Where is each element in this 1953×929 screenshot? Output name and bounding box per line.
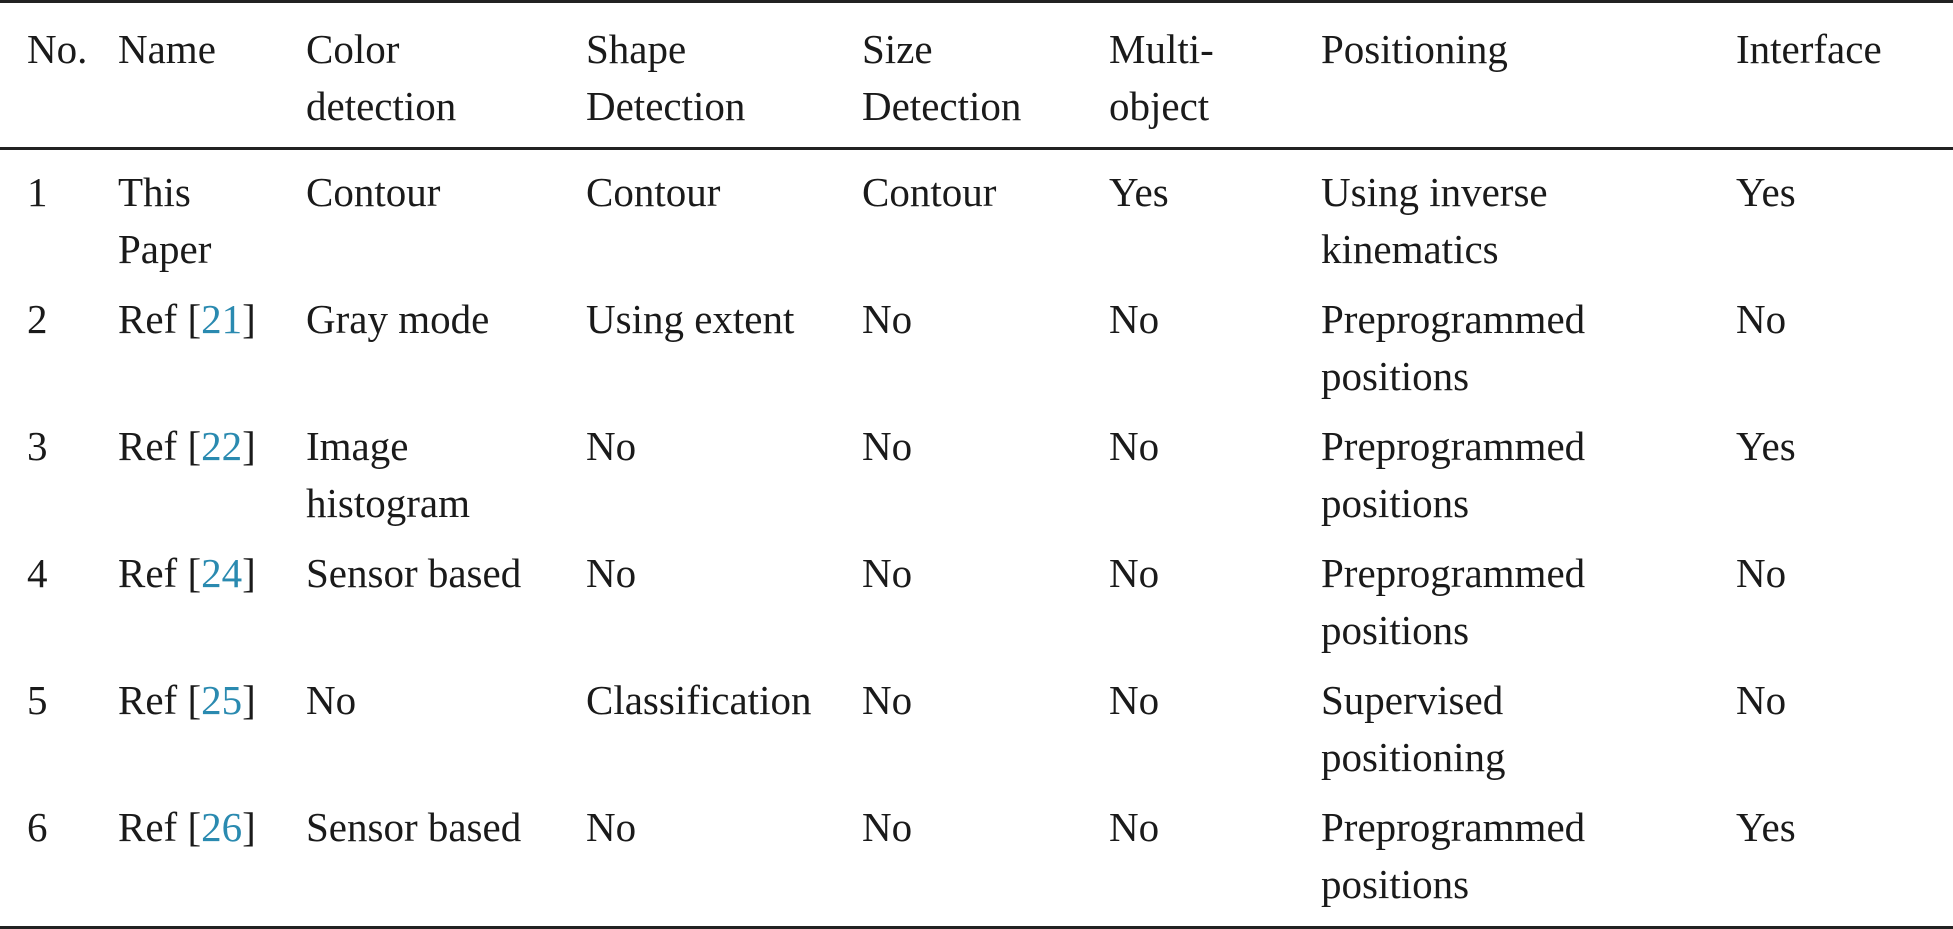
reference-prefix: Ref [: [118, 423, 202, 469]
color-detection-cell: [306, 672, 586, 799]
header-multi-object: [1109, 2, 1321, 149]
size-detection-cell-line: No: [862, 804, 913, 850]
interface-cell: [1736, 418, 1953, 545]
reference-suffix: ]: [242, 804, 256, 850]
reference-suffix: ]: [242, 550, 256, 596]
positioning-cell-line: Using inverse: [1321, 169, 1548, 215]
color-detection-cell: [306, 418, 586, 545]
size-detection-cell-line: No: [862, 423, 913, 469]
header-shape-detection-line: Detection: [586, 83, 746, 129]
row-number-cell: 2: [27, 296, 48, 342]
shape-detection-cell: [586, 291, 862, 418]
header-size-detection-line: Size: [862, 26, 933, 72]
shape-detection-cell-line: Using extent: [586, 296, 795, 342]
positioning-cell-line: positions: [1321, 480, 1470, 526]
shape-detection-cell-line: No: [586, 804, 637, 850]
header-row: [0, 2, 1953, 149]
row-number-cell: 5: [27, 677, 48, 723]
row-number-cell: 3: [27, 423, 48, 469]
reference-prefix: Ref [: [118, 296, 202, 342]
interface-cell-line: No: [1736, 550, 1787, 596]
positioning-cell: [1321, 672, 1736, 799]
positioning-cell-line: Preprogrammed: [1321, 423, 1586, 469]
color-detection-cell-line: Sensor based: [306, 550, 522, 596]
color-detection-cell: [306, 291, 586, 418]
size-detection-cell: [862, 418, 1109, 545]
positioning-cell-line: positions: [1321, 353, 1470, 399]
shape-detection-cell: [586, 672, 862, 799]
header-no-line: No.: [27, 26, 88, 72]
header-size-detection-line: Detection: [862, 83, 1022, 129]
positioning-cell: [1321, 418, 1736, 545]
positioning-cell-line: positions: [1321, 607, 1470, 653]
size-detection-cell-line: No: [862, 296, 913, 342]
name-cell: [118, 418, 306, 545]
name-cell: [118, 545, 306, 672]
interface-cell: [1736, 545, 1953, 672]
color-detection-cell-line: histogram: [306, 480, 470, 526]
multi-object-cell-line: No: [1109, 677, 1160, 723]
header-multi-object-line: Multi-: [1109, 26, 1214, 72]
reference-suffix: ]: [242, 296, 256, 342]
positioning-cell-line: Preprogrammed: [1321, 804, 1586, 850]
multi-object-cell-line: Yes: [1109, 169, 1169, 215]
table-row: [0, 149, 1953, 292]
positioning-cell-line: Preprogrammed: [1321, 296, 1586, 342]
positioning-cell: [1321, 149, 1736, 292]
interface-cell: [1736, 149, 1953, 292]
header-positioning: [1321, 2, 1736, 149]
row-number-cell: 4: [27, 550, 48, 596]
color-detection-cell: [306, 799, 586, 928]
shape-detection-cell-line: Contour: [586, 169, 721, 215]
header-name: [118, 2, 306, 149]
header-shape-detection: [586, 2, 862, 149]
positioning-cell: [1321, 291, 1736, 418]
reference-prefix: Ref [: [118, 677, 202, 723]
shape-detection-cell-line: No: [586, 423, 637, 469]
table-row: [0, 291, 1953, 418]
name-cell: [118, 799, 306, 928]
multi-object-cell: [1109, 545, 1321, 672]
header-size-detection: [862, 2, 1109, 149]
multi-object-cell: [1109, 291, 1321, 418]
positioning-cell-line: kinematics: [1321, 226, 1499, 272]
citation-link[interactable]: 26: [201, 804, 243, 850]
header-shape-detection-line: Shape: [586, 26, 687, 72]
shape-detection-cell-line: No: [586, 550, 637, 596]
interface-cell-line: No: [1736, 677, 1787, 723]
interface-cell-line: Yes: [1736, 804, 1796, 850]
name-line: This: [118, 169, 191, 215]
reference-suffix: ]: [242, 423, 256, 469]
size-detection-cell: [862, 291, 1109, 418]
table-row: [0, 418, 1953, 545]
size-detection-cell-line: No: [862, 677, 913, 723]
color-detection-cell-line: Sensor based: [306, 804, 522, 850]
interface-cell: [1736, 799, 1953, 928]
shape-detection-cell: [586, 418, 862, 545]
multi-object-cell-line: No: [1109, 296, 1160, 342]
shape-detection-cell-line: Classification: [586, 677, 812, 723]
name-cell: [118, 291, 306, 418]
positioning-cell-line: positioning: [1321, 734, 1506, 780]
color-detection-cell-line: Gray mode: [306, 296, 490, 342]
reference-prefix: Ref [: [118, 550, 202, 596]
positioning-cell-line: Supervised: [1321, 677, 1504, 723]
row-number-cell: 6: [27, 804, 48, 850]
reference-prefix: Ref [: [118, 804, 202, 850]
positioning-cell-line: Preprogrammed: [1321, 550, 1586, 596]
reference-suffix: ]: [242, 677, 256, 723]
name-cell: [118, 149, 306, 292]
multi-object-cell-line: No: [1109, 550, 1160, 596]
header-interface: [1736, 2, 1953, 149]
citation-link[interactable]: 25: [201, 677, 243, 723]
positioning-cell: [1321, 799, 1736, 928]
multi-object-cell: [1109, 149, 1321, 292]
row-number-cell: 1: [27, 169, 48, 215]
multi-object-cell: [1109, 418, 1321, 545]
table-row: [0, 672, 1953, 799]
interface-cell: [1736, 672, 1953, 799]
size-detection-cell: [862, 149, 1109, 292]
positioning-cell-line: positions: [1321, 861, 1470, 907]
color-detection-cell-line: No: [306, 677, 357, 723]
color-detection-cell-line: Contour: [306, 169, 441, 215]
header-no: [0, 2, 118, 149]
interface-cell-line: No: [1736, 296, 1787, 342]
header-multi-object-line: object: [1109, 83, 1210, 129]
shape-detection-cell: [586, 545, 862, 672]
header-color-detection: [306, 2, 586, 149]
interface-cell-line: Yes: [1736, 423, 1796, 469]
multi-object-cell: [1109, 672, 1321, 799]
color-detection-cell: [306, 149, 586, 292]
header-color-detection-line: Color: [306, 26, 400, 72]
size-detection-cell-line: No: [862, 550, 913, 596]
header-positioning-line: Positioning: [1321, 26, 1508, 72]
table-row: [0, 799, 1953, 928]
color-detection-cell: [306, 545, 586, 672]
size-detection-cell: [862, 545, 1109, 672]
multi-object-cell: [1109, 799, 1321, 928]
table-row: [0, 545, 1953, 672]
shape-detection-cell: [586, 149, 862, 292]
interface-cell-line: Yes: [1736, 169, 1796, 215]
color-detection-cell-line: Image: [306, 423, 409, 469]
positioning-cell: [1321, 545, 1736, 672]
interface-cell: [1736, 291, 1953, 418]
size-detection-cell: [862, 672, 1109, 799]
header-color-detection-line: detection: [306, 83, 457, 129]
table-body: [0, 149, 1953, 928]
multi-object-cell-line: No: [1109, 423, 1160, 469]
multi-object-cell-line: No: [1109, 804, 1160, 850]
table-header: [0, 2, 1953, 149]
name-cell: [118, 672, 306, 799]
citation-link[interactable]: 24: [201, 550, 243, 596]
citation-link[interactable]: 21: [201, 296, 243, 342]
shape-detection-cell: [586, 799, 862, 928]
header-name-line: Name: [118, 26, 216, 72]
citation-link[interactable]: 22: [201, 423, 243, 469]
size-detection-cell-line: Contour: [862, 169, 997, 215]
size-detection-cell: [862, 799, 1109, 928]
header-interface-line: Interface: [1736, 26, 1882, 72]
name-line: Paper: [118, 226, 212, 272]
